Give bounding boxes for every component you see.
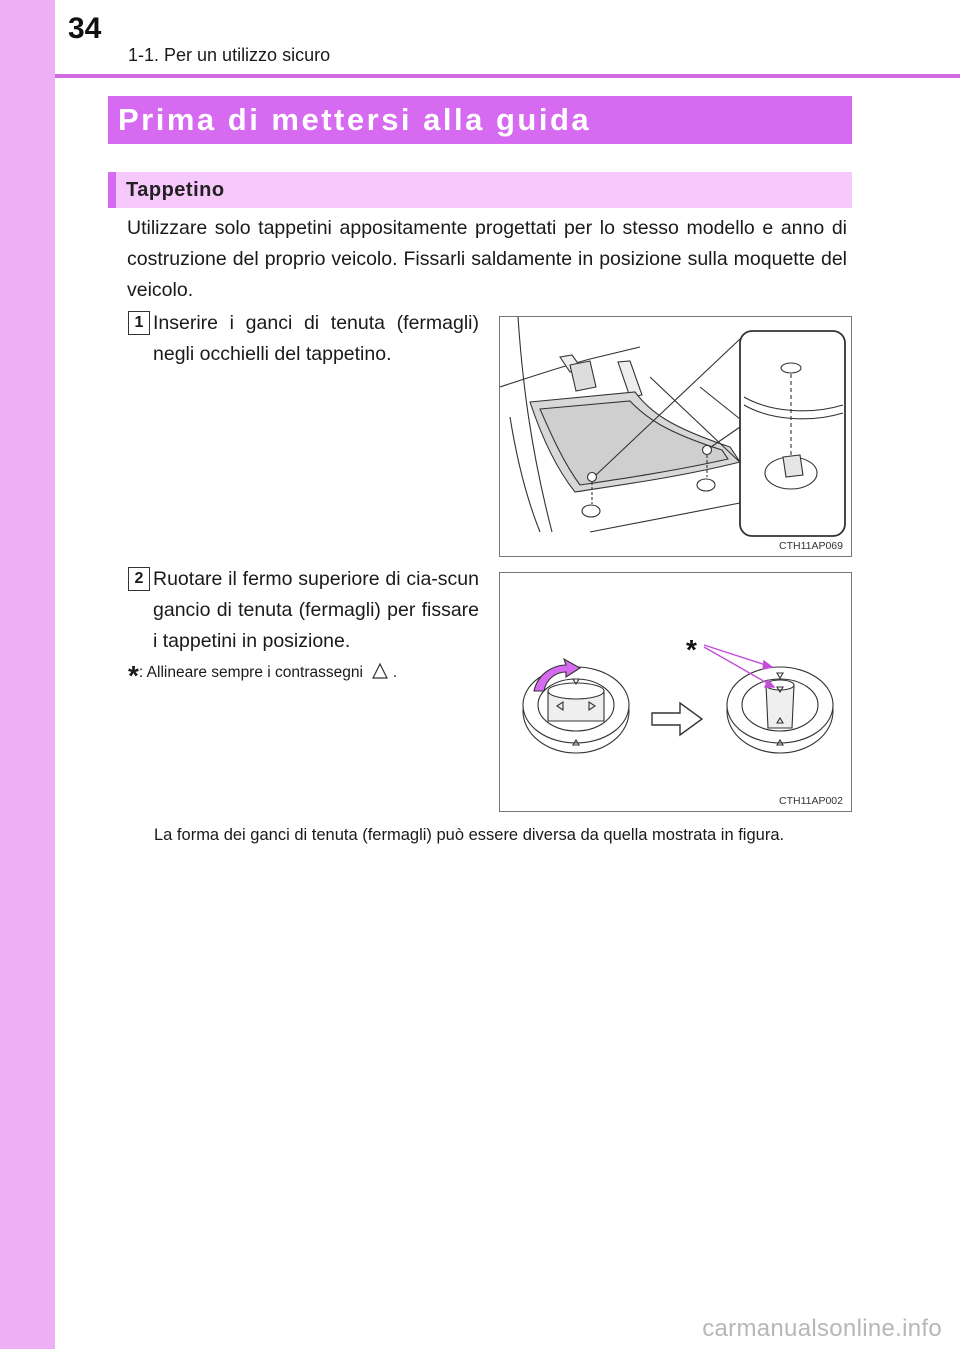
footnote — [128, 660, 397, 692]
footnote-text: : Allineare sempre i contrassegni — [138, 664, 363, 681]
subsection-title: Tappetino — [126, 178, 225, 201]
footnote-end: . — [392, 664, 398, 681]
figure-asterisk-marker: * — [686, 634, 697, 665]
section-title: Prima di mettersi alla guida — [118, 102, 592, 137]
step-text: Ruotare il fermo superiore di cia-scun gancio di tenuta (fermagli) per fissare i tappetini in posizione. — [153, 568, 479, 652]
step-number-box: 2 — [128, 567, 150, 591]
figure-floor-mat-hooks — [499, 316, 852, 557]
page-number: 34 — [68, 12, 102, 45]
footnote-asterisk: * — [128, 660, 139, 691]
side-color-strip — [0, 0, 55, 1349]
triangle-mark-icon — [371, 662, 389, 680]
step-number-box: 1 — [128, 311, 150, 335]
rotate-clip-illustration — [500, 573, 851, 811]
floor-mat-illustration — [500, 317, 851, 556]
figure-code: CTH11AP069 — [778, 540, 843, 552]
step-text: Inserire i ganci di tenuta (fermagli) negli occhielli del tappetino. — [153, 312, 479, 365]
figure-code: CTH11AP002 — [778, 795, 843, 807]
section-title-banner — [108, 96, 852, 144]
intro-paragraph: Utilizzare solo tappetini appositamente progettati per lo stesso modello e anno di costruzione del proprio veicolo. Fissarli saldamente in posizione sulla moquette del veicolo. — [127, 217, 847, 301]
watermark: carmanualsonline.info — [702, 1315, 942, 1342]
header-rule — [55, 74, 960, 78]
running-head: 1-1. Per un utilizzo sicuro — [128, 45, 331, 65]
figure-rotate-clip — [499, 572, 852, 812]
note-paragraph: La forma dei ganci di tenuta (fermagli) può essere diversa da quella mostrata in figura. — [154, 826, 785, 844]
subsection-banner — [108, 172, 852, 208]
